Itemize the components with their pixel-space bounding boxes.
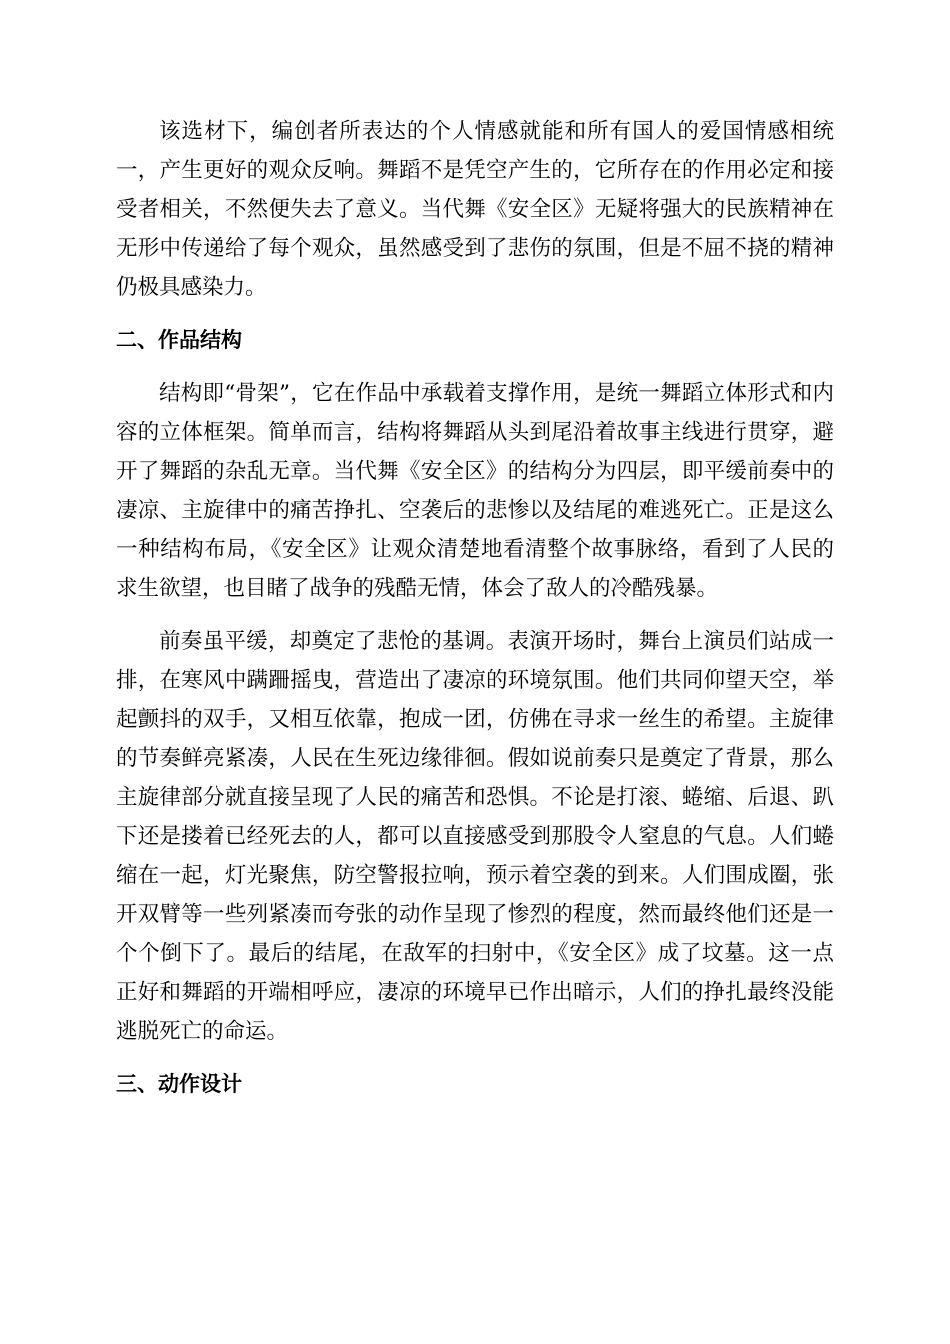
paragraph-prelude: 前奏虽平缓，却奠定了悲怆的基调。表演开场时，舞台上演员们站成一排，在寒风中蹒跚摇曳，营造出了凄凉的环境氛围。他们共同仰望天空，举起颤抖的双手，又相互依靠，抱成一团，仿佛在寻求一丝生的希望。主旋律的节奏鲜亮紧凑，人民在生死边缘徘徊。假如说前奏只是奠定了背景，那么主旋律部分就直接呈现了人民的痛苦和恐惧。不论是打滚、蜷缩、后退、趴下还是搂着已经死去的人，都可以直接感受到那股令人窒息的气息。人们蜷缩在一起，灯光聚焦，防空警报拉响，预示着空袭的到来。人们围成圈，张开双臂等一些列紧凑而夸张的动作呈现了惨烈的程度，然而最终他们还是一个个倒下了。最后的结尾，在敌军的扫射中，《安全区》成了坟墓。这一点正好和舞蹈的开端相呼应，凄凉的环境早已作出暗示，人们的挣扎最终没能逃脱死亡的命运。 <box>116 629 834 1044</box>
paragraph-structure: 结构即“骨架”，它在作品中承载着支撑作用，是统一舞蹈立体形式和内容的立体框架。简单而言，结构将舞蹈从头到尾沿着故事主线进行贯穿，避开了舞蹈的杂乱无章。当代舞《安全区》的结构分为四层，即平缓前奏中的凄凉、主旋律中的痛苦挣扎、空袭后的悲惨以及结尾的难逃死亡。正是这么一种结构布局，《安全区》让观众清楚地看清整个故事脉络，看到了人民的求生欲望，也目睹了战争的残酷无情，体会了敌人的冷酷残暴。 <box>116 381 834 601</box>
section-heading-structure: 二、作品结构 <box>116 328 242 352</box>
paragraph-intro: 该选材下，编创者所表达的个人情感就能和所有国人的爱国情感相统一，产生更好的观众反响。舞蹈不是凭空产生的，它所存在的作用必定和接受者相关，不然便失去了意义。当代舞《安全区》无疑将强大的民族精神在无形中传递给了每个观众，虽然感受到了悲伤的氛围，但是不屈不挠的精神仍极具感染力。 <box>116 119 834 300</box>
section-heading-movement-design: 三、动作设计 <box>116 1072 242 1096</box>
document-page <box>116 112 834 1104</box>
